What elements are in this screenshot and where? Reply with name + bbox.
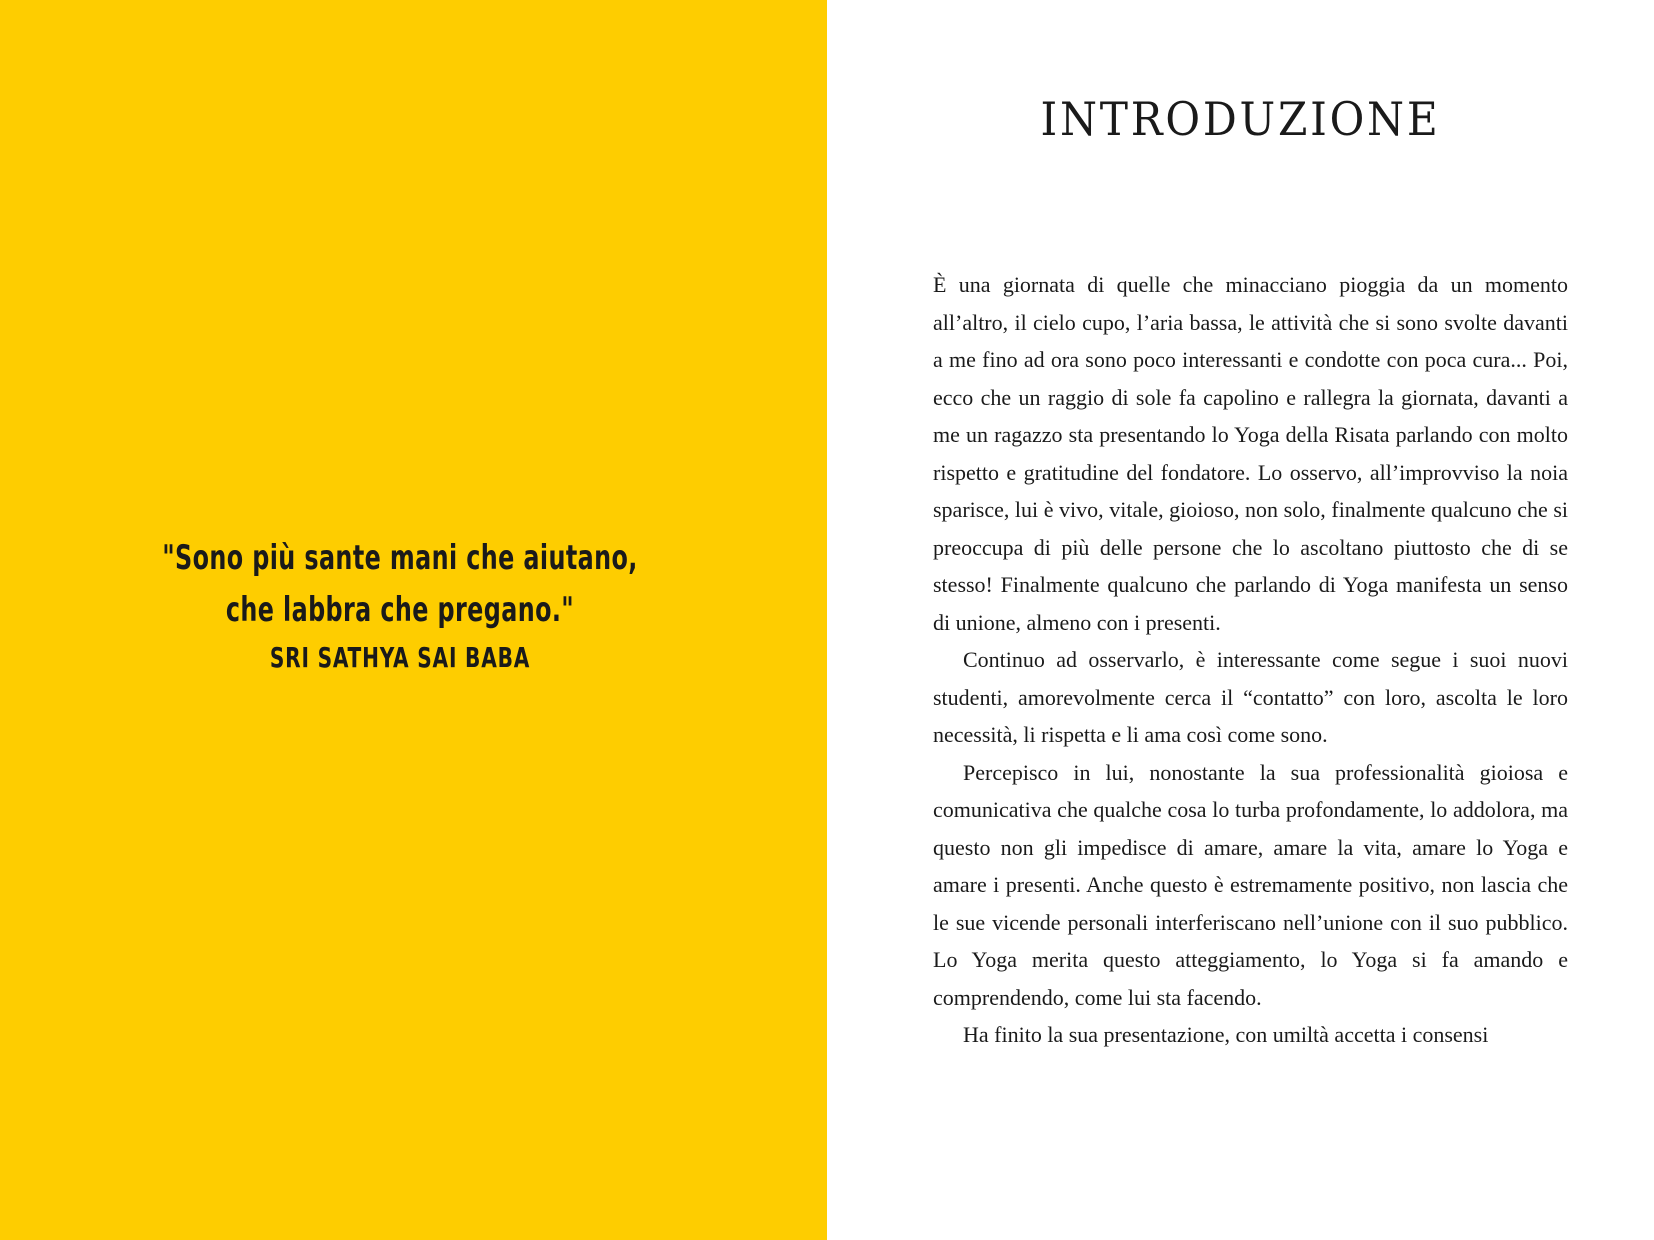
chapter-title: INTRODUZIONE [1040, 92, 1441, 146]
paragraph-3: Percepisco in lui, nonostante la sua professionalità gioiosa e comunicativa che qualche cosa lo turba profondamente, lo addolora, ma questo non gli impedisce di amare, amare la vita, amare lo Yoga e amare i presenti. Anche questo è estremamente positivo, non lascia che le sue vicende personali interferiscano nell’unione con il suo pubblico. Lo Yoga merita questo atteggiamento, lo Yoga si fa amando e comprendendo, come lui sta facendo. [933, 759, 1568, 1010]
quote-author: SRI SATHYA SAI BABA [269, 641, 531, 674]
epigraph [0, 532, 800, 678]
quote-line-1: "Sono più sante mani che aiutano, [162, 538, 638, 578]
right-page-introduction [827, 0, 1654, 1240]
paragraph-2: Continuo ad osservarlo, è interessante come segue i suoi nuovi studenti, amorevolmente cerca il “contatto” con loro, ascolta le loro necessità, li rispetta e li ama così come sono. [933, 647, 1568, 747]
body-text [933, 266, 1568, 1054]
paragraph-4: Ha finito la sua presentazione, con umiltà accetta i consensi [963, 1022, 1489, 1047]
paragraph-1: È una giornata di quelle che minacciano pioggia da un momento all’altro, il cielo cupo, l’aria bassa, le attività che si sono svolte davanti a me fino ad ora sono poco interessanti e condotte con poca cura... Poi, ecco che un raggio di sole fa capolino e rallegra la giornata, davanti a me un ragazzo sta presentando lo Yoga della Risata parlando con molto rispetto e gratitudine del fondatore. Lo osservo, all’improvviso la noia sparisce, lui è vivo, vitale, gioioso, non solo, finalmente qualcuno che si preoccupa di più delle persone che lo ascoltano piuttosto che di se stesso! Finalmente qualcuno che parlando di Yoga manifesta un senso di unione, almeno con i presenti. [933, 272, 1568, 635]
quote-line-2: che labbra che pregano." [225, 590, 575, 630]
